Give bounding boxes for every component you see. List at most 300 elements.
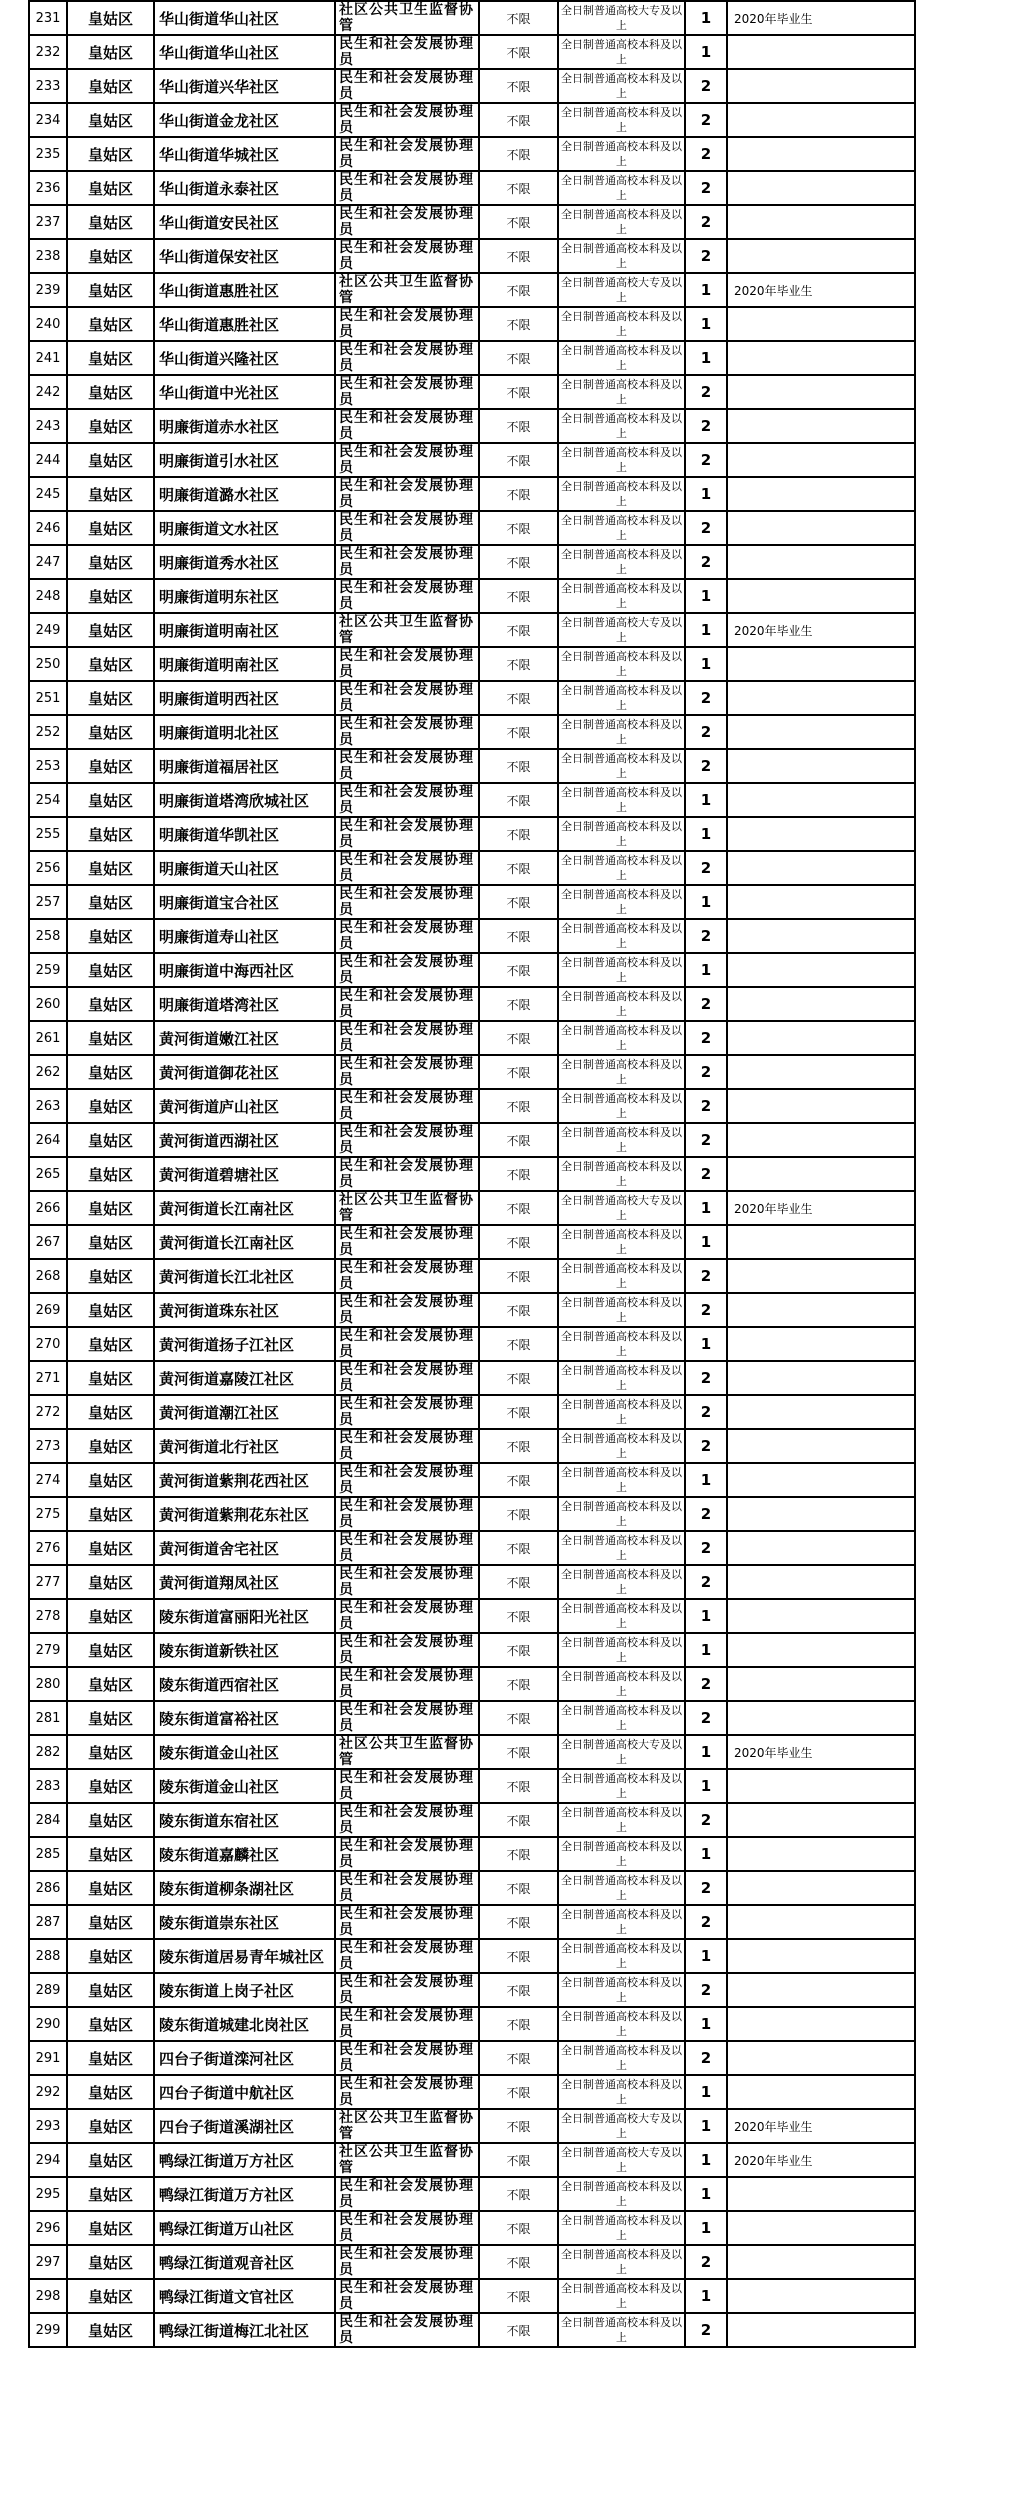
major-cell: 不限 bbox=[479, 613, 558, 647]
education-cell: 全日制普通高校本科及以上 bbox=[558, 1157, 685, 1191]
table-row bbox=[29, 1361, 915, 1395]
education-cell: 全日制普通高校本科及以上 bbox=[558, 2245, 685, 2279]
major-cell: 不限 bbox=[479, 987, 558, 1021]
note-cell bbox=[727, 205, 915, 239]
community-cell: 黄河街道紫荆花西社区 bbox=[154, 1463, 335, 1497]
note-cell bbox=[727, 239, 915, 273]
row-index-cell: 271 bbox=[29, 1361, 67, 1395]
education-cell: 全日制普通高校本科及以上 bbox=[558, 2075, 685, 2109]
education-cell: 全日制普通高校大专及以上 bbox=[558, 1735, 685, 1769]
community-cell: 华山街道华山社区 bbox=[154, 35, 335, 69]
education-cell: 全日制普通高校本科及以上 bbox=[558, 409, 685, 443]
headcount-cell: 2 bbox=[685, 1871, 727, 1905]
table-row bbox=[29, 1293, 915, 1327]
district-cell: 皇姑区 bbox=[67, 2143, 154, 2177]
table-row bbox=[29, 851, 915, 885]
position-cell: 社区公共卫生监督协管 bbox=[335, 1, 479, 35]
district-cell: 皇姑区 bbox=[67, 681, 154, 715]
position-cell: 民生和社会发展协理员 bbox=[335, 477, 479, 511]
district-cell: 皇姑区 bbox=[67, 1089, 154, 1123]
table-row bbox=[29, 2245, 915, 2279]
table-row bbox=[29, 1123, 915, 1157]
note-cell bbox=[727, 375, 915, 409]
district-cell: 皇姑区 bbox=[67, 205, 154, 239]
education-cell: 全日制普通高校本科及以上 bbox=[558, 1599, 685, 1633]
education-cell: 全日制普通高校本科及以上 bbox=[558, 239, 685, 273]
note-cell bbox=[727, 409, 915, 443]
headcount-cell: 2 bbox=[685, 1497, 727, 1531]
community-cell: 陵东街道金山社区 bbox=[154, 1735, 335, 1769]
position-cell: 社区公共卫生监督协管 bbox=[335, 273, 479, 307]
education-cell: 全日制普通高校本科及以上 bbox=[558, 35, 685, 69]
position-cell: 民生和社会发展协理员 bbox=[335, 2313, 479, 2347]
headcount-cell: 2 bbox=[685, 987, 727, 1021]
major-cell: 不限 bbox=[479, 409, 558, 443]
headcount-cell: 1 bbox=[685, 1191, 727, 1225]
row-index-cell: 284 bbox=[29, 1803, 67, 1837]
table-row bbox=[29, 1769, 915, 1803]
note-cell: 2020年毕业生 bbox=[727, 273, 915, 307]
community-cell: 陵东街道嘉麟社区 bbox=[154, 1837, 335, 1871]
community-cell: 四台子街道中航社区 bbox=[154, 2075, 335, 2109]
headcount-cell: 1 bbox=[685, 1837, 727, 1871]
major-cell: 不限 bbox=[479, 2007, 558, 2041]
row-index-cell: 260 bbox=[29, 987, 67, 1021]
major-cell: 不限 bbox=[479, 1599, 558, 1633]
education-cell: 全日制普通高校大专及以上 bbox=[558, 1, 685, 35]
education-cell: 全日制普通高校本科及以上 bbox=[558, 1259, 685, 1293]
table-row bbox=[29, 341, 915, 375]
community-cell: 明廉街道天山社区 bbox=[154, 851, 335, 885]
table-row bbox=[29, 477, 915, 511]
major-cell: 不限 bbox=[479, 2143, 558, 2177]
row-index-cell: 240 bbox=[29, 307, 67, 341]
table-row bbox=[29, 749, 915, 783]
headcount-cell: 1 bbox=[685, 1463, 727, 1497]
position-cell: 民生和社会发展协理员 bbox=[335, 1871, 479, 1905]
district-cell: 皇姑区 bbox=[67, 1905, 154, 1939]
headcount-cell: 2 bbox=[685, 1565, 727, 1599]
district-cell: 皇姑区 bbox=[67, 1259, 154, 1293]
headcount-cell: 2 bbox=[685, 545, 727, 579]
education-cell: 全日制普通高校本科及以上 bbox=[558, 579, 685, 613]
district-cell: 皇姑区 bbox=[67, 1293, 154, 1327]
row-index-cell: 238 bbox=[29, 239, 67, 273]
row-index-cell: 295 bbox=[29, 2177, 67, 2211]
education-cell: 全日制普通高校本科及以上 bbox=[558, 1293, 685, 1327]
position-cell: 民生和社会发展协理员 bbox=[335, 171, 479, 205]
major-cell: 不限 bbox=[479, 1837, 558, 1871]
community-cell: 华山街道兴华社区 bbox=[154, 69, 335, 103]
position-cell: 民生和社会发展协理员 bbox=[335, 35, 479, 69]
major-cell: 不限 bbox=[479, 919, 558, 953]
headcount-cell: 2 bbox=[685, 1293, 727, 1327]
row-index-cell: 259 bbox=[29, 953, 67, 987]
education-cell: 全日制普通高校大专及以上 bbox=[558, 273, 685, 307]
row-index-cell: 298 bbox=[29, 2279, 67, 2313]
position-cell: 民生和社会发展协理员 bbox=[335, 647, 479, 681]
education-cell: 全日制普通高校本科及以上 bbox=[558, 1871, 685, 1905]
table-row bbox=[29, 1973, 915, 2007]
education-cell: 全日制普通高校本科及以上 bbox=[558, 2177, 685, 2211]
education-cell: 全日制普通高校本科及以上 bbox=[558, 919, 685, 953]
headcount-cell: 2 bbox=[685, 205, 727, 239]
row-index-cell: 231 bbox=[29, 1, 67, 35]
community-cell: 明廉街道福居社区 bbox=[154, 749, 335, 783]
major-cell: 不限 bbox=[479, 783, 558, 817]
district-cell: 皇姑区 bbox=[67, 953, 154, 987]
note-cell bbox=[727, 2211, 915, 2245]
position-cell: 民生和社会发展协理员 bbox=[335, 1837, 479, 1871]
education-cell: 全日制普通高校本科及以上 bbox=[558, 953, 685, 987]
major-cell: 不限 bbox=[479, 1667, 558, 1701]
position-cell: 民生和社会发展协理员 bbox=[335, 1361, 479, 1395]
table-row bbox=[29, 647, 915, 681]
headcount-cell: 2 bbox=[685, 103, 727, 137]
headcount-cell: 2 bbox=[685, 681, 727, 715]
position-cell: 民生和社会发展协理员 bbox=[335, 1701, 479, 1735]
major-cell: 不限 bbox=[479, 239, 558, 273]
major-cell: 不限 bbox=[479, 1293, 558, 1327]
major-cell: 不限 bbox=[479, 715, 558, 749]
district-cell: 皇姑区 bbox=[67, 1871, 154, 1905]
row-index-cell: 274 bbox=[29, 1463, 67, 1497]
major-cell: 不限 bbox=[479, 205, 558, 239]
position-cell: 民生和社会发展协理员 bbox=[335, 511, 479, 545]
district-cell: 皇姑区 bbox=[67, 375, 154, 409]
headcount-cell: 2 bbox=[685, 1429, 727, 1463]
headcount-cell: 2 bbox=[685, 749, 727, 783]
table-row bbox=[29, 1157, 915, 1191]
education-cell: 全日制普通高校大专及以上 bbox=[558, 613, 685, 647]
note-cell bbox=[727, 1837, 915, 1871]
position-cell: 民生和社会发展协理员 bbox=[335, 851, 479, 885]
note-cell bbox=[727, 2177, 915, 2211]
community-cell: 明廉街道文水社区 bbox=[154, 511, 335, 545]
major-cell: 不限 bbox=[479, 1055, 558, 1089]
position-cell: 民生和社会发展协理员 bbox=[335, 1599, 479, 1633]
headcount-cell: 1 bbox=[685, 2211, 727, 2245]
headcount-cell: 2 bbox=[685, 1259, 727, 1293]
district-cell: 皇姑区 bbox=[67, 1395, 154, 1429]
major-cell: 不限 bbox=[479, 1803, 558, 1837]
table-row bbox=[29, 783, 915, 817]
headcount-cell: 1 bbox=[685, 2177, 727, 2211]
headcount-cell: 1 bbox=[685, 1735, 727, 1769]
note-cell bbox=[727, 2313, 915, 2347]
major-cell: 不限 bbox=[479, 2279, 558, 2313]
community-cell: 鸭绿江街道梅江北社区 bbox=[154, 2313, 335, 2347]
community-cell: 黄河街道翔凤社区 bbox=[154, 1565, 335, 1599]
row-index-cell: 279 bbox=[29, 1633, 67, 1667]
position-cell: 民生和社会发展协理员 bbox=[335, 2041, 479, 2075]
community-cell: 华山街道永泰社区 bbox=[154, 171, 335, 205]
row-index-cell: 266 bbox=[29, 1191, 67, 1225]
education-cell: 全日制普通高校本科及以上 bbox=[558, 205, 685, 239]
education-cell: 全日制普通高校本科及以上 bbox=[558, 1463, 685, 1497]
row-index-cell: 282 bbox=[29, 1735, 67, 1769]
row-index-cell: 246 bbox=[29, 511, 67, 545]
community-cell: 华山街道保安社区 bbox=[154, 239, 335, 273]
education-cell: 全日制普通高校本科及以上 bbox=[558, 783, 685, 817]
major-cell: 不限 bbox=[479, 749, 558, 783]
district-cell: 皇姑区 bbox=[67, 1803, 154, 1837]
district-cell: 皇姑区 bbox=[67, 341, 154, 375]
note-cell bbox=[727, 307, 915, 341]
position-cell: 社区公共卫生监督协管 bbox=[335, 2143, 479, 2177]
district-cell: 皇姑区 bbox=[67, 443, 154, 477]
note-cell bbox=[727, 341, 915, 375]
major-cell: 不限 bbox=[479, 171, 558, 205]
district-cell: 皇姑区 bbox=[67, 2075, 154, 2109]
education-cell: 全日制普通高校本科及以上 bbox=[558, 1327, 685, 1361]
table-row bbox=[29, 137, 915, 171]
education-cell: 全日制普通高校本科及以上 bbox=[558, 817, 685, 851]
recruitment-table bbox=[28, 0, 916, 2348]
row-index-cell: 254 bbox=[29, 783, 67, 817]
major-cell: 不限 bbox=[479, 477, 558, 511]
position-cell: 民生和社会发展协理员 bbox=[335, 817, 479, 851]
note-cell bbox=[727, 987, 915, 1021]
row-index-cell: 297 bbox=[29, 2245, 67, 2279]
row-index-cell: 292 bbox=[29, 2075, 67, 2109]
note-cell: 2020年毕业生 bbox=[727, 2143, 915, 2177]
position-cell: 民生和社会发展协理员 bbox=[335, 205, 479, 239]
community-cell: 黄河街道西湖社区 bbox=[154, 1123, 335, 1157]
education-cell: 全日制普通高校本科及以上 bbox=[558, 681, 685, 715]
row-index-cell: 267 bbox=[29, 1225, 67, 1259]
district-cell: 皇姑区 bbox=[67, 1769, 154, 1803]
major-cell: 不限 bbox=[479, 1361, 558, 1395]
position-cell: 民生和社会发展协理员 bbox=[335, 1769, 479, 1803]
note-cell bbox=[727, 1769, 915, 1803]
table-row bbox=[29, 1089, 915, 1123]
community-cell: 黄河街道御花社区 bbox=[154, 1055, 335, 1089]
district-cell: 皇姑区 bbox=[67, 2313, 154, 2347]
note-cell bbox=[727, 1157, 915, 1191]
major-cell: 不限 bbox=[479, 1939, 558, 1973]
position-cell: 民生和社会发展协理员 bbox=[335, 69, 479, 103]
table-row bbox=[29, 1191, 915, 1225]
position-cell: 民生和社会发展协理员 bbox=[335, 1633, 479, 1667]
row-index-cell: 268 bbox=[29, 1259, 67, 1293]
row-index-cell: 289 bbox=[29, 1973, 67, 2007]
headcount-cell: 1 bbox=[685, 1769, 727, 1803]
education-cell: 全日制普通高校本科及以上 bbox=[558, 2211, 685, 2245]
district-cell: 皇姑区 bbox=[67, 239, 154, 273]
headcount-cell: 2 bbox=[685, 1021, 727, 1055]
education-cell: 全日制普通高校本科及以上 bbox=[558, 2041, 685, 2075]
major-cell: 不限 bbox=[479, 1395, 558, 1429]
major-cell: 不限 bbox=[479, 1191, 558, 1225]
major-cell: 不限 bbox=[479, 1225, 558, 1259]
district-cell: 皇姑区 bbox=[67, 579, 154, 613]
table-row bbox=[29, 1735, 915, 1769]
major-cell: 不限 bbox=[479, 1327, 558, 1361]
table-row bbox=[29, 953, 915, 987]
note-cell bbox=[727, 171, 915, 205]
table-row bbox=[29, 2211, 915, 2245]
headcount-cell: 2 bbox=[685, 1395, 727, 1429]
position-cell: 民生和社会发展协理员 bbox=[335, 2007, 479, 2041]
position-cell: 民生和社会发展协理员 bbox=[335, 2279, 479, 2313]
headcount-cell: 2 bbox=[685, 409, 727, 443]
community-cell: 陵东街道金山社区 bbox=[154, 1769, 335, 1803]
position-cell: 民生和社会发展协理员 bbox=[335, 1395, 479, 1429]
headcount-cell: 2 bbox=[685, 851, 727, 885]
note-cell bbox=[727, 2041, 915, 2075]
table-row bbox=[29, 2279, 915, 2313]
district-cell: 皇姑区 bbox=[67, 1599, 154, 1633]
headcount-cell: 2 bbox=[685, 171, 727, 205]
district-cell: 皇姑区 bbox=[67, 1, 154, 35]
note-cell bbox=[727, 1293, 915, 1327]
community-cell: 明廉街道赤水社区 bbox=[154, 409, 335, 443]
note-cell bbox=[727, 579, 915, 613]
major-cell: 不限 bbox=[479, 1871, 558, 1905]
row-index-cell: 252 bbox=[29, 715, 67, 749]
table-row bbox=[29, 987, 915, 1021]
major-cell: 不限 bbox=[479, 1021, 558, 1055]
headcount-cell: 2 bbox=[685, 2313, 727, 2347]
row-index-cell: 255 bbox=[29, 817, 67, 851]
community-cell: 陵东街道居易青年城社区 bbox=[154, 1939, 335, 1973]
district-cell: 皇姑区 bbox=[67, 1973, 154, 2007]
education-cell: 全日制普通高校本科及以上 bbox=[558, 1667, 685, 1701]
major-cell: 不限 bbox=[479, 545, 558, 579]
table-row bbox=[29, 1463, 915, 1497]
table-row bbox=[29, 1599, 915, 1633]
row-index-cell: 275 bbox=[29, 1497, 67, 1531]
row-index-cell: 296 bbox=[29, 2211, 67, 2245]
table-row bbox=[29, 1803, 915, 1837]
district-cell: 皇姑区 bbox=[67, 1939, 154, 1973]
table-row bbox=[29, 681, 915, 715]
note-cell bbox=[727, 443, 915, 477]
table-row bbox=[29, 1837, 915, 1871]
note-cell bbox=[727, 647, 915, 681]
note-cell bbox=[727, 1633, 915, 1667]
district-cell: 皇姑区 bbox=[67, 1701, 154, 1735]
position-cell: 民生和社会发展协理员 bbox=[335, 1123, 479, 1157]
community-cell: 黄河街道珠东社区 bbox=[154, 1293, 335, 1327]
headcount-cell: 2 bbox=[685, 1701, 727, 1735]
education-cell: 全日制普通高校本科及以上 bbox=[558, 1089, 685, 1123]
district-cell: 皇姑区 bbox=[67, 919, 154, 953]
table-row bbox=[29, 1055, 915, 1089]
position-cell: 民生和社会发展协理员 bbox=[335, 681, 479, 715]
education-cell: 全日制普通高校本科及以上 bbox=[558, 1395, 685, 1429]
major-cell: 不限 bbox=[479, 137, 558, 171]
headcount-cell: 2 bbox=[685, 1905, 727, 1939]
table-row bbox=[29, 885, 915, 919]
district-cell: 皇姑区 bbox=[67, 1327, 154, 1361]
headcount-cell: 1 bbox=[685, 783, 727, 817]
community-cell: 鸭绿江街道观音社区 bbox=[154, 2245, 335, 2279]
table-row bbox=[29, 273, 915, 307]
community-cell: 华山街道兴隆社区 bbox=[154, 341, 335, 375]
headcount-cell: 1 bbox=[685, 1327, 727, 1361]
education-cell: 全日制普通高校本科及以上 bbox=[558, 1361, 685, 1395]
headcount-cell: 2 bbox=[685, 715, 727, 749]
major-cell: 不限 bbox=[479, 1735, 558, 1769]
row-index-cell: 242 bbox=[29, 375, 67, 409]
table-row bbox=[29, 1497, 915, 1531]
note-cell bbox=[727, 851, 915, 885]
community-cell: 明廉街道明南社区 bbox=[154, 613, 335, 647]
major-cell: 不限 bbox=[479, 69, 558, 103]
headcount-cell: 1 bbox=[685, 2279, 727, 2313]
district-cell: 皇姑区 bbox=[67, 1225, 154, 1259]
row-index-cell: 291 bbox=[29, 2041, 67, 2075]
headcount-cell: 1 bbox=[685, 1225, 727, 1259]
table-row bbox=[29, 1871, 915, 1905]
major-cell: 不限 bbox=[479, 2313, 558, 2347]
position-cell: 社区公共卫生监督协管 bbox=[335, 1735, 479, 1769]
headcount-cell: 2 bbox=[685, 2245, 727, 2279]
row-index-cell: 263 bbox=[29, 1089, 67, 1123]
position-cell: 民生和社会发展协理员 bbox=[335, 579, 479, 613]
education-cell: 全日制普通高校本科及以上 bbox=[558, 1973, 685, 2007]
position-cell: 民生和社会发展协理员 bbox=[335, 715, 479, 749]
position-cell: 社区公共卫生监督协管 bbox=[335, 1191, 479, 1225]
major-cell: 不限 bbox=[479, 579, 558, 613]
major-cell: 不限 bbox=[479, 1565, 558, 1599]
district-cell: 皇姑区 bbox=[67, 1497, 154, 1531]
table-row bbox=[29, 171, 915, 205]
position-cell: 民生和社会发展协理员 bbox=[335, 137, 479, 171]
table-row bbox=[29, 35, 915, 69]
education-cell: 全日制普通高校本科及以上 bbox=[558, 1055, 685, 1089]
row-index-cell: 235 bbox=[29, 137, 67, 171]
education-cell: 全日制普通高校本科及以上 bbox=[558, 2279, 685, 2313]
district-cell: 皇姑区 bbox=[67, 1531, 154, 1565]
community-cell: 明廉街道华凯社区 bbox=[154, 817, 335, 851]
education-cell: 全日制普通高校本科及以上 bbox=[558, 375, 685, 409]
headcount-cell: 2 bbox=[685, 1157, 727, 1191]
education-cell: 全日制普通高校本科及以上 bbox=[558, 443, 685, 477]
major-cell: 不限 bbox=[479, 511, 558, 545]
district-cell: 皇姑区 bbox=[67, 1667, 154, 1701]
row-index-cell: 272 bbox=[29, 1395, 67, 1429]
table-row bbox=[29, 69, 915, 103]
community-cell: 陵东街道新铁社区 bbox=[154, 1633, 335, 1667]
position-cell: 民生和社会发展协理员 bbox=[335, 1327, 479, 1361]
note-cell bbox=[727, 137, 915, 171]
note-cell bbox=[727, 1939, 915, 1973]
position-cell: 民生和社会发展协理员 bbox=[335, 783, 479, 817]
position-cell: 民生和社会发展协理员 bbox=[335, 375, 479, 409]
major-cell: 不限 bbox=[479, 2041, 558, 2075]
position-cell: 民生和社会发展协理员 bbox=[335, 1089, 479, 1123]
education-cell: 全日制普通高校本科及以上 bbox=[558, 171, 685, 205]
education-cell: 全日制普通高校本科及以上 bbox=[558, 1429, 685, 1463]
position-cell: 民生和社会发展协理员 bbox=[335, 1463, 479, 1497]
district-cell: 皇姑区 bbox=[67, 2245, 154, 2279]
community-cell: 鸭绿江街道文官社区 bbox=[154, 2279, 335, 2313]
row-index-cell: 299 bbox=[29, 2313, 67, 2347]
community-cell: 华山街道惠胜社区 bbox=[154, 273, 335, 307]
community-cell: 黄河街道扬子江社区 bbox=[154, 1327, 335, 1361]
community-cell: 黄河街道紫荆花东社区 bbox=[154, 1497, 335, 1531]
row-index-cell: 294 bbox=[29, 2143, 67, 2177]
table-row bbox=[29, 2075, 915, 2109]
table-row bbox=[29, 1633, 915, 1667]
note-cell bbox=[727, 1463, 915, 1497]
headcount-cell: 2 bbox=[685, 1123, 727, 1157]
headcount-cell: 1 bbox=[685, 2109, 727, 2143]
position-cell: 民生和社会发展协理员 bbox=[335, 545, 479, 579]
